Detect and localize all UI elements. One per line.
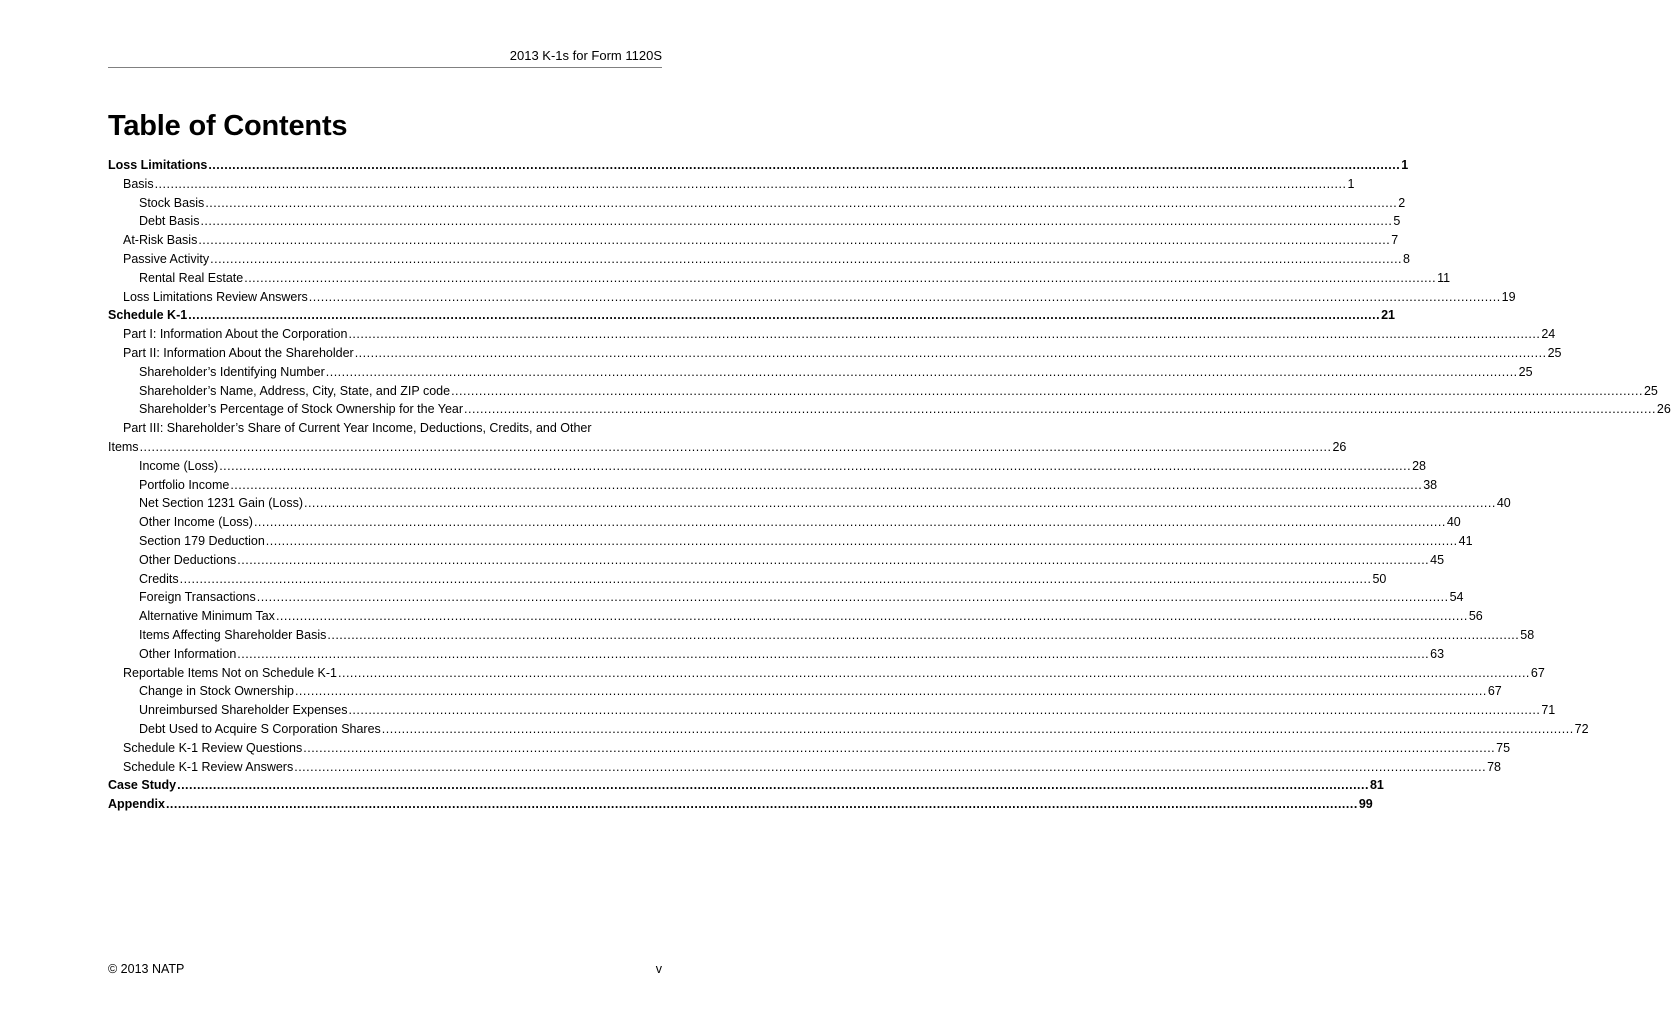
toc-entry-page: 67 bbox=[1530, 665, 1545, 680]
toc-entry-title-continued: Items bbox=[108, 439, 139, 454]
dot-leader: ............................................................................................................................................................................................................................................................................................................ bbox=[275, 609, 1468, 624]
toc-entry[interactable] bbox=[108, 720, 1589, 739]
dot-leader: ............................................................................................................................................................................................................................................................................................................ bbox=[325, 364, 1518, 379]
dot-leader: ............................................................................................................................................................................................................................................................................................................ bbox=[177, 778, 1369, 793]
toc-entry[interactable] bbox=[108, 288, 1516, 307]
dot-leader: ............................................................................................................................................................................................................................................................................................................ bbox=[348, 327, 1541, 342]
toc-entry-title: Credits bbox=[139, 571, 179, 586]
dot-leader: ............................................................................................................................................................................................................................................................................................................ bbox=[294, 759, 1487, 774]
toc-entry[interactable] bbox=[108, 513, 1461, 532]
toc-entry-title: At-Risk Basis bbox=[123, 233, 198, 248]
dot-leader: ............................................................................................................................................................................................................................................................................................................ bbox=[210, 251, 1403, 266]
dot-leader: ............................................................................................................................................................................................................................................................................................................ bbox=[294, 684, 1487, 699]
toc-entry-title: Schedule K-1 bbox=[108, 308, 188, 323]
toc-entry-page: 45 bbox=[1430, 552, 1445, 567]
toc-entry-title: Part II: Information About the Shareholder bbox=[123, 345, 354, 360]
toc-entry-title: Foreign Transactions bbox=[139, 590, 256, 605]
toc-entry[interactable] bbox=[108, 231, 1399, 250]
dot-leader: ............................................................................................................................................................................................................................................................................................................ bbox=[464, 402, 1656, 417]
toc-entry-page: 24 bbox=[1541, 327, 1556, 342]
dot-leader: ............................................................................................................................................................................................................................................................................................................ bbox=[256, 590, 1449, 605]
toc-entry-title: Reportable Items Not on Schedule K-1 bbox=[123, 665, 338, 680]
toc-entry-page: 38 bbox=[1423, 477, 1438, 492]
toc-entry-title: Passive Activity bbox=[123, 251, 210, 266]
dot-leader: ............................................................................................................................................................................................................................................................................................................ bbox=[198, 233, 1391, 248]
toc-entry-page: 63 bbox=[1430, 646, 1445, 661]
toc-entry-title: Unreimbursed Shareholder Expenses bbox=[139, 703, 348, 718]
toc-entry-page: 11 bbox=[1437, 270, 1451, 285]
toc-entry-page: 78 bbox=[1487, 759, 1502, 774]
dot-leader: ............................................................................................................................................................................................................................................................................................................ bbox=[348, 703, 1541, 718]
toc-entry-title: Stock Basis bbox=[139, 195, 205, 210]
toc-entry-page: 1 bbox=[1347, 176, 1355, 191]
toc-entry-page: 40 bbox=[1496, 496, 1511, 511]
toc-entry-title: Portfolio Income bbox=[139, 477, 230, 492]
dot-leader: ............................................................................................................................................................................................................................................................................................................ bbox=[205, 195, 1398, 210]
page-title: Table of Contents bbox=[108, 110, 348, 142]
toc-entry[interactable] bbox=[108, 156, 1409, 175]
toc-entry-page: 25 bbox=[1518, 364, 1533, 379]
toc-entry[interactable] bbox=[108, 344, 1562, 363]
dot-leader: ............................................................................................................................................................................................................................................................................................................ bbox=[327, 627, 1520, 642]
dot-leader: ............................................................................................................................................................................................................................................................................................................ bbox=[303, 740, 1496, 755]
toc-entry-page: 41 bbox=[1458, 533, 1473, 548]
toc-entry-page: 81 bbox=[1369, 778, 1384, 793]
toc-entry-title: Debt Basis bbox=[139, 214, 200, 229]
toc-entry[interactable] bbox=[108, 212, 1401, 231]
dot-leader: ............................................................................................................................................................................................................................................................................................................ bbox=[230, 477, 1423, 492]
toc-entry-title: Case Study bbox=[108, 778, 177, 793]
toc-entry[interactable] bbox=[108, 588, 1464, 607]
running-header: 2013 K-1s for Form 1120S bbox=[509, 48, 662, 63]
toc-entry-title: Part III: Shareholder’s Share of Current Year Income, Deductions, Credits, and Other bbox=[123, 421, 592, 436]
toc-entry[interactable] bbox=[108, 739, 1511, 758]
toc-entry-page: 25 bbox=[1547, 345, 1562, 360]
toc-entry-title: Part I: Information About the Corporation bbox=[123, 327, 348, 342]
dot-leader: ............................................................................................................................................................................................................................................................................................................ bbox=[165, 797, 1358, 812]
toc-entry[interactable] bbox=[108, 607, 1483, 626]
dot-leader: ............................................................................................................................................................................................................................................................................................................ bbox=[154, 176, 1347, 191]
toc-entry-title: Loss Limitations bbox=[108, 158, 208, 172]
toc-entry[interactable] bbox=[108, 682, 1502, 701]
toc-entry-title: Debt Used to Acquire S Corporation Shares bbox=[139, 721, 381, 736]
dot-leader: ............................................................................................................................................................................................................................................................................................................ bbox=[139, 439, 1332, 454]
toc-entry[interactable] bbox=[108, 532, 1473, 551]
toc-entry[interactable] bbox=[108, 664, 1545, 683]
toc-entry-page: 71 bbox=[1541, 703, 1556, 718]
toc-entry-title: Other Information bbox=[139, 646, 237, 661]
toc-entry-page: 50 bbox=[1372, 571, 1387, 586]
toc-entry-title: Rental Real Estate bbox=[139, 270, 244, 285]
copyright-footer: © 2013 NATP bbox=[108, 962, 185, 976]
toc-entry[interactable] bbox=[108, 626, 1535, 645]
toc-entry[interactable] bbox=[108, 551, 1445, 570]
toc-entry-title: Schedule K-1 Review Answers bbox=[123, 759, 294, 774]
toc-entry-page: 26 bbox=[1332, 439, 1347, 454]
dot-leader: ............................................................................................................................................................................................................................................................................................................ bbox=[265, 533, 1458, 548]
toc-entry[interactable] bbox=[108, 758, 1502, 777]
toc-entry-title: Change in Stock Ownership bbox=[139, 684, 294, 699]
toc-entry-page: 72 bbox=[1574, 721, 1589, 736]
toc-entry-title: Other Deductions bbox=[139, 552, 237, 567]
toc-entry-page: 21 bbox=[1381, 308, 1395, 323]
toc-entry[interactable] bbox=[108, 795, 1373, 814]
toc-entry-title: Net Section 1231 Gain (Loss) bbox=[139, 496, 303, 511]
toc-entry-page: 40 bbox=[1446, 515, 1461, 530]
dot-leader: ............................................................................................................................................................................................................................................................................................................ bbox=[308, 289, 1501, 304]
dot-leader: ............................................................................................................................................................................................................................................................................................................ bbox=[179, 571, 1372, 586]
dot-leader: ............................................................................................................................................................................................................................................................................................................ bbox=[354, 345, 1547, 360]
dot-leader: ............................................................................................................................................................................................................................................................................................................ bbox=[303, 496, 1496, 511]
toc-entry-page: 19 bbox=[1501, 289, 1516, 304]
dot-leader: ............................................................................................................................................................................................................................................................................................................ bbox=[237, 552, 1430, 567]
table-of-contents bbox=[108, 156, 1671, 814]
toc-entry[interactable] bbox=[108, 306, 1395, 325]
toc-entry-title: Schedule K-1 Review Questions bbox=[123, 740, 303, 755]
toc-entry-page: 75 bbox=[1496, 740, 1511, 755]
toc-entry[interactable] bbox=[108, 701, 1556, 720]
toc-entry[interactable] bbox=[108, 776, 1384, 795]
toc-entry[interactable] bbox=[108, 457, 1426, 476]
dot-leader: ............................................................................................................................................................................................................................................................................................................ bbox=[253, 515, 1446, 530]
toc-entry-page: 8 bbox=[1403, 251, 1410, 266]
toc-entry-title: Alternative Minimum Tax bbox=[139, 609, 275, 624]
toc-entry-page: 28 bbox=[1412, 458, 1426, 473]
toc-entry-title: Appendix bbox=[108, 797, 165, 812]
toc-entry-title: Section 179 Deduction bbox=[139, 533, 265, 548]
toc-entry-page: 25 bbox=[1643, 383, 1658, 398]
toc-entry-title: Loss Limitations Review Answers bbox=[123, 289, 308, 304]
toc-entry-page: 5 bbox=[1393, 214, 1401, 229]
toc-entry[interactable] bbox=[108, 363, 1533, 382]
toc-entry-title: Shareholder’s Identifying Number bbox=[139, 364, 325, 379]
toc-entry[interactable] bbox=[108, 325, 1556, 344]
toc-entry[interactable] bbox=[108, 382, 1658, 401]
toc-entry[interactable] bbox=[108, 570, 1387, 589]
toc-entry-title: Shareholder’s Percentage of Stock Ownership for the Year bbox=[139, 402, 464, 417]
toc-entry[interactable] bbox=[108, 175, 1355, 194]
toc-entry-page: 1 bbox=[1401, 158, 1409, 172]
dot-leader: ............................................................................................................................................................................................................................................................................................................ bbox=[451, 383, 1643, 398]
toc-entry-page: 99 bbox=[1358, 797, 1373, 812]
dot-leader: ............................................................................................................................................................................................................................................................................................................ bbox=[381, 721, 1574, 736]
dot-leader: ............................................................................................................................................................................................................................................................................................................ bbox=[244, 270, 1437, 285]
toc-entry-title: Basis bbox=[123, 176, 154, 191]
toc-entry-title: Income (Loss) bbox=[139, 458, 219, 473]
dot-leader: ............................................................................................................................................................................................................................................................................................................ bbox=[219, 458, 1412, 473]
dot-leader: ............................................................................................................................................................................................................................................................................................................ bbox=[237, 646, 1430, 661]
toc-entry[interactable] bbox=[108, 419, 1347, 457]
toc-entry-title: Shareholder’s Name, Address, City, State, and ZIP code bbox=[139, 383, 451, 398]
dot-leader: ............................................................................................................................................................................................................................................................................................................ bbox=[208, 158, 1401, 172]
toc-entry[interactable] bbox=[108, 269, 1451, 288]
toc-entry-title: Other Income (Loss) bbox=[139, 515, 253, 530]
toc-entry-page: 54 bbox=[1449, 590, 1464, 605]
toc-entry[interactable] bbox=[108, 494, 1511, 513]
toc-entry-page: 58 bbox=[1520, 627, 1535, 642]
toc-entry[interactable] bbox=[108, 476, 1438, 495]
dot-leader: ............................................................................................................................................................................................................................................................................................................ bbox=[338, 665, 1530, 680]
toc-entry-page: 26 bbox=[1656, 402, 1671, 417]
toc-entry[interactable] bbox=[108, 194, 1406, 213]
toc-entry-title: Items Affecting Shareholder Basis bbox=[139, 627, 327, 642]
toc-entry-page: 56 bbox=[1468, 609, 1483, 624]
toc-entry-page: 7 bbox=[1391, 233, 1399, 248]
toc-entry[interactable] bbox=[108, 645, 1445, 664]
header-divider bbox=[108, 67, 662, 68]
toc-entry[interactable] bbox=[108, 400, 1671, 419]
dot-leader: ............................................................................................................................................................................................................................................................................................................ bbox=[200, 214, 1393, 229]
dot-leader: ............................................................................................................................................................................................................................................................................................................ bbox=[188, 308, 1381, 323]
toc-entry[interactable] bbox=[108, 250, 1410, 269]
toc-entry-page: 2 bbox=[1398, 195, 1406, 210]
page-number-footer: v bbox=[655, 962, 662, 976]
toc-entry-page: 67 bbox=[1487, 684, 1502, 699]
